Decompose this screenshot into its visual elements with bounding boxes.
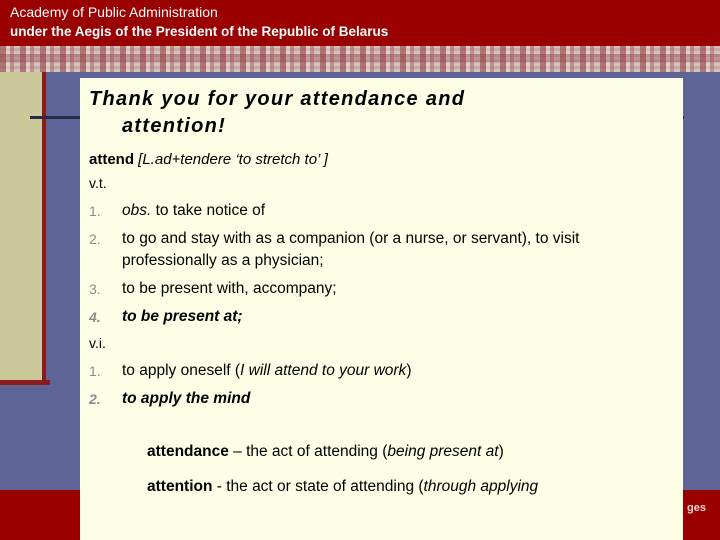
part-of-speech-vi: v.i.	[89, 335, 106, 351]
list-item	[89, 228, 683, 272]
dictionary-entry-heading	[89, 150, 683, 170]
list-item-number: 1.	[89, 203, 101, 219]
content-card	[80, 78, 683, 540]
header-bar	[0, 0, 720, 46]
decorative-pattern-stripe	[0, 54, 720, 62]
list-item-number: 4.	[89, 309, 101, 325]
list-item	[89, 278, 683, 300]
list-item	[89, 200, 683, 222]
part-of-speech-vt: v.t.	[89, 175, 107, 191]
slide-title-line2: attention!	[122, 115, 227, 137]
example-phrase: I will attend to your work	[240, 362, 407, 379]
institution-name: Academy of Public Administration	[10, 4, 218, 20]
definition-attendance	[89, 441, 683, 463]
definition-word: attention	[147, 478, 213, 495]
list-item-number: 3.	[89, 281, 101, 297]
definition-text: – the act of attending (	[228, 443, 388, 460]
definition-word: attendance	[147, 443, 229, 460]
definition-text: - the act or state of attending (	[212, 478, 424, 495]
entry-word: attend	[89, 151, 134, 168]
list-item-closing: )	[406, 362, 412, 379]
list-item	[89, 306, 683, 328]
list-item-body: to apply oneself (	[122, 362, 241, 379]
slide-title-line1: Thank you for your attendance and	[89, 88, 466, 110]
definition-closing: )	[498, 443, 504, 460]
abbreviation: obs.	[122, 202, 152, 219]
institution-subtitle: under the Aegis of the President of the Republic of Belarus	[10, 24, 389, 39]
definition-attention	[89, 476, 683, 498]
list-item-text	[122, 200, 683, 222]
list-item-number: 2.	[89, 231, 101, 247]
entry-etymology: [L.ad+tendere ‘to stretch to’ ]	[138, 151, 328, 168]
list-item-text: to go and stay with as a companion (or a nurse, or servant), to visit professionally as a physician;	[122, 230, 580, 269]
footer-text: ges	[687, 502, 706, 514]
list-item-text: to be present at;	[122, 308, 243, 325]
definition-italic: being present at	[387, 443, 499, 460]
definition-italic: through applying	[423, 478, 539, 495]
list-item	[89, 388, 683, 410]
list-item	[89, 360, 683, 382]
slide-title	[89, 86, 683, 140]
list-item-text: to apply the mind	[122, 390, 251, 407]
list-item-text: to be present with, accompany;	[122, 280, 337, 297]
list-item-body: to take notice of	[151, 202, 266, 219]
list-item-number: 2.	[89, 391, 101, 407]
list-item-text	[122, 360, 683, 382]
side-panel-rule	[0, 380, 50, 385]
list-item-number: 1.	[89, 363, 101, 379]
